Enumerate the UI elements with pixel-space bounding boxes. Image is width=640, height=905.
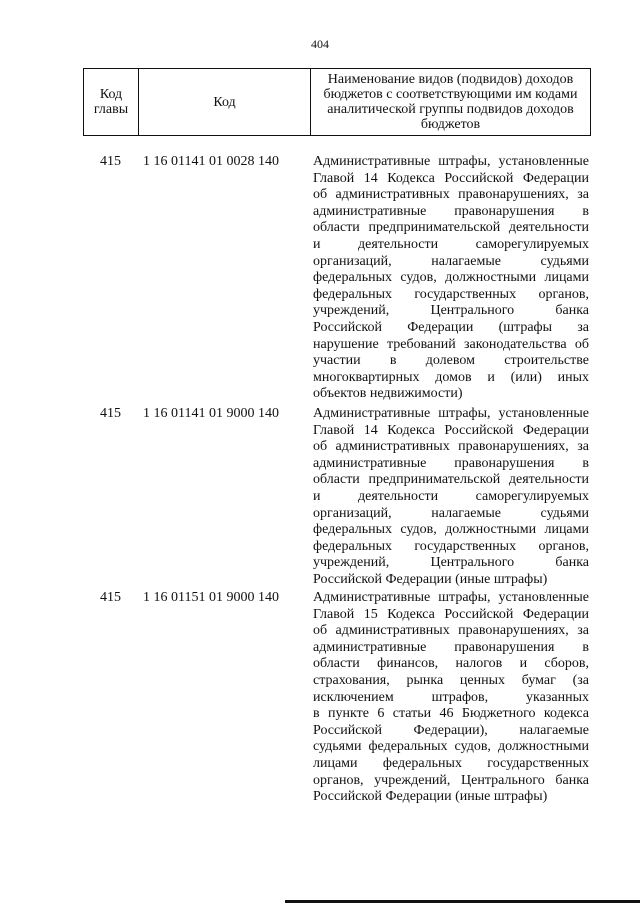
row-name-line: органов, учреждений, Центрального банка bbox=[313, 772, 589, 788]
row-name-line: нарушение требований законодательства об bbox=[313, 336, 589, 352]
row-name-line: участии в долевом строительстве bbox=[313, 353, 589, 369]
row-name-line: федеральных судов, должностными лицами bbox=[313, 522, 589, 538]
page-number: 404 bbox=[311, 37, 329, 51]
row-name-line: Административные штрафы, установленные bbox=[313, 406, 589, 421]
bottom-rule bbox=[285, 900, 640, 903]
row-name-line: об административных правонарушениях, за bbox=[313, 623, 589, 639]
row-name-line: Главой 15 Кодекса Российской Федерации bbox=[313, 606, 589, 622]
row-name-line: Административные штрафы, установленные bbox=[313, 154, 589, 169]
row-name-line: многоквартирных домов и (или) иных bbox=[313, 369, 589, 385]
row-name-line: области финансов, налогов и сборов, bbox=[313, 656, 589, 672]
row-name-line: области предпринимательской деятельности bbox=[313, 472, 589, 488]
header-code: Код bbox=[139, 69, 311, 135]
row-name bbox=[313, 154, 589, 403]
row-name bbox=[313, 406, 589, 589]
row-name-line: в пункте 6 статьи 46 Бюджетного кодекса bbox=[313, 706, 589, 722]
row-name-line: федеральных государственных органов, bbox=[313, 286, 589, 302]
row-name-line: об административных правонарушениях, за bbox=[313, 439, 589, 455]
row-code: 1 16 01141 01 0028 140 bbox=[143, 154, 279, 169]
row-name-line: федеральных государственных органов, bbox=[313, 538, 589, 554]
row-name-line: организаций, налагаемые судьями bbox=[313, 505, 589, 521]
row-chapter-code: 415 bbox=[100, 154, 121, 169]
row-name-line: судьями федеральных судов, должностными bbox=[313, 739, 589, 755]
row-name-line: лицами федеральных государственных bbox=[313, 755, 589, 771]
row-name-line: Административные штрафы, установленные bbox=[313, 590, 589, 605]
row-name-line: страхования, рынка ценных бумаг (за bbox=[313, 672, 589, 688]
row-name-line: Российской Федерации (штрафы за bbox=[313, 319, 589, 335]
row-name-line: Главой 14 Кодекса Российской Федерации bbox=[313, 422, 589, 438]
row-name-line: объектов недвижимости) bbox=[313, 386, 463, 402]
row-name-line: организаций, налагаемые судьями bbox=[313, 253, 589, 269]
row-name-line: области предпринимательской деятельности bbox=[313, 220, 589, 236]
row-name-line: учреждений, Центрального банка bbox=[313, 555, 589, 571]
row-chapter-code: 415 bbox=[100, 590, 121, 605]
header-name: Наименование видов (подвидов) доходов бюджетов с соответствующими им кодами аналитической группы подвидов доходов бюджетов bbox=[323, 72, 578, 132]
row-name-line: учреждений, Центрального банка bbox=[313, 303, 589, 319]
row-name-line: Российской Федерации (иные штрафы) bbox=[313, 571, 548, 587]
header-chapter-code: Код главы bbox=[84, 69, 139, 135]
row-chapter-code: 415 bbox=[100, 406, 121, 421]
row-name-line: административные правонарушения в bbox=[313, 203, 589, 219]
table-header bbox=[83, 68, 591, 136]
row-name-line: федеральных судов, должностными лицами bbox=[313, 270, 589, 286]
row-name-line: Российской Федерации (иные штрафы) bbox=[313, 789, 548, 805]
row-name-line: исключением штрафов, указанных bbox=[313, 689, 589, 705]
row-name-line: об административных правонарушениях, за bbox=[313, 187, 589, 203]
row-name-line: Российской Федерации), налагаемые bbox=[313, 722, 589, 738]
row-name-line: Главой 14 Кодекса Российской Федерации bbox=[313, 170, 589, 186]
row-name-line: административные правонарушения в bbox=[313, 455, 589, 471]
row-code: 1 16 01151 01 9000 140 bbox=[143, 590, 279, 605]
row-name-line: административные правонарушения в bbox=[313, 639, 589, 655]
row-code: 1 16 01141 01 9000 140 bbox=[143, 406, 279, 421]
row-name bbox=[313, 590, 589, 806]
row-name-line: и деятельности саморегулируемых bbox=[313, 488, 589, 504]
row-name-line: и деятельности саморегулируемых bbox=[313, 236, 589, 252]
